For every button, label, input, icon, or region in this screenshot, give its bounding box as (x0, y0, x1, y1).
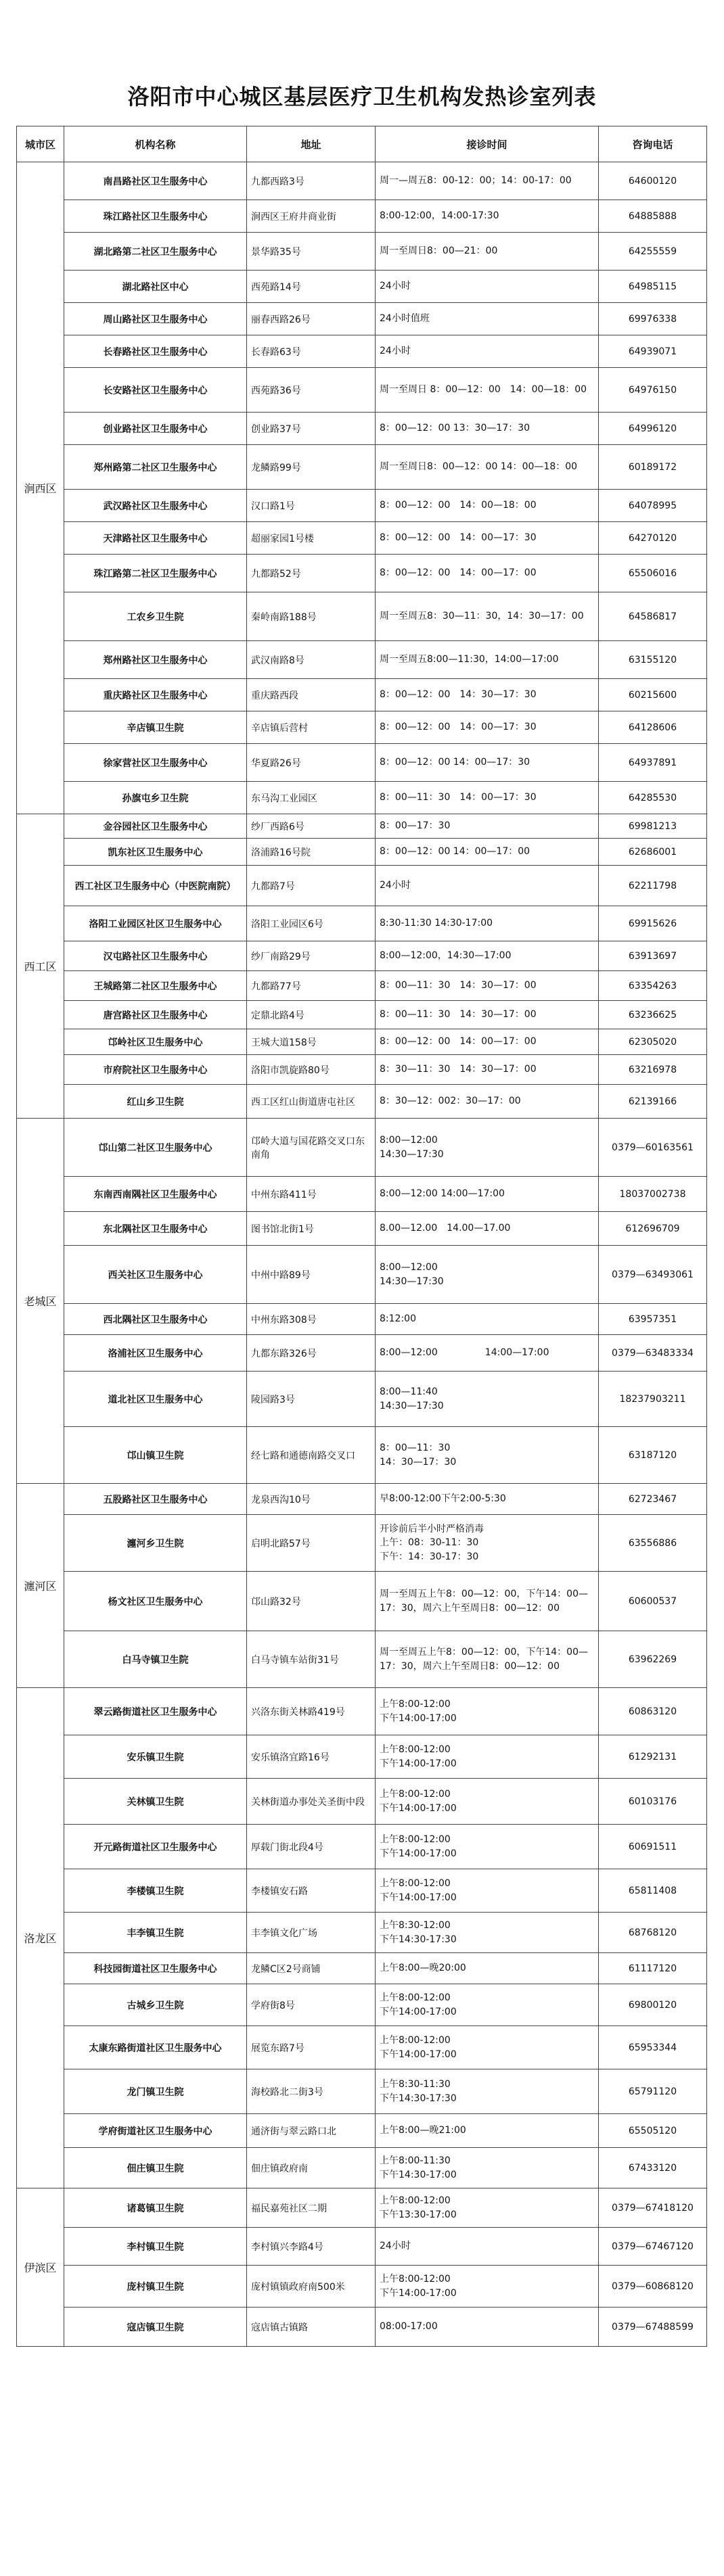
hours: 8：00—12：00 14：30—17：30 (376, 679, 599, 711)
phone: 0379—63483334 (599, 1335, 707, 1372)
phone: 63354263 (599, 971, 707, 1001)
institution-name: 五股路社区卫生服务中心 (64, 1484, 247, 1515)
address: 景华路35号 (247, 233, 376, 271)
hours: 上午8:00-11:30 下午14:30-17:00 (376, 2148, 599, 2188)
phone: 62686001 (599, 839, 707, 866)
phone: 67433120 (599, 2148, 707, 2188)
address: 华夏路26号 (247, 744, 376, 782)
address: 邙岭大道与国花路交叉口东南角 (247, 1119, 376, 1177)
header-name: 机构名称 (64, 126, 247, 162)
table-row (17, 971, 707, 1001)
table-row (17, 641, 707, 679)
hours: 8:00—11:40 14:30—17:30 (376, 1372, 599, 1427)
institution-name: 关林镇卫生院 (64, 1779, 247, 1825)
phone: 69976338 (599, 303, 707, 335)
hours: 8:12:00 (376, 1304, 599, 1335)
address: 龙泉西沟10号 (247, 1484, 376, 1515)
institution-name: 西北隅社区卫生服务中心 (64, 1304, 247, 1335)
hours: 8：00—11：30 14：00—17：30 (376, 782, 599, 814)
phone: 68768120 (599, 1913, 707, 1953)
hours: 8：00—11：30 14：30—17：00 (376, 971, 599, 1001)
table-row (17, 1953, 707, 1984)
hours: 上午8:00-12:00 下午14:00-17:00 (376, 1688, 599, 1735)
hours: 8：30—11：30 14：30—17：00 (376, 1055, 599, 1085)
district-cell: 老城区 (17, 1119, 64, 1484)
institution-name: 佃庄镇卫生院 (64, 2148, 247, 2188)
table-row (17, 782, 707, 814)
phone: 0379—67418120 (599, 2188, 707, 2228)
table-header-row (17, 126, 707, 162)
table-body (17, 162, 707, 2347)
table-row (17, 2069, 707, 2114)
institution-name: 辛店镇卫生院 (64, 711, 247, 744)
table-row (17, 1427, 707, 1484)
phone: 62723467 (599, 1484, 707, 1515)
hours: 上午8:00-12:00 下午14:00-17:00 (376, 1735, 599, 1779)
phone: 61292131 (599, 1735, 707, 1779)
address: 邙山路32号 (247, 1572, 376, 1631)
address: 展览东路7号 (247, 2026, 376, 2069)
address: 启明北路57号 (247, 1515, 376, 1572)
hours: 8:00-12:00，14:00-17:30 (376, 200, 599, 233)
address: 佃庄镇政府南 (247, 2148, 376, 2188)
address: 李村镇兴李路4号 (247, 2228, 376, 2266)
table-row (17, 522, 707, 555)
institution-name: 李楼镇卫生院 (64, 1869, 247, 1913)
hours: 24小时值班 (376, 303, 599, 335)
hours: 8:30-11:30 14:30-17:00 (376, 906, 599, 941)
table-row (17, 941, 707, 971)
institution-name: 周山路社区卫生服务中心 (64, 303, 247, 335)
institution-name: 凯东社区卫生服务中心 (64, 839, 247, 866)
address: 龙鳞C区2号商铺 (247, 1953, 376, 1984)
address: 白马寺镇车站街31号 (247, 1631, 376, 1688)
table-row (17, 1212, 707, 1246)
hours: 上午8:00-12:00 下午14:00-17:00 (376, 1825, 599, 1869)
phone: 60691511 (599, 1825, 707, 1869)
table-row (17, 555, 707, 592)
table-row (17, 1572, 707, 1631)
institution-name: 龙门镇卫生院 (64, 2069, 247, 2114)
address: 陵园路3号 (247, 1372, 376, 1427)
institution-name: 邙岭社区卫生服务中心 (64, 1029, 247, 1055)
table-row (17, 1372, 707, 1427)
institution-name: 郑州路社区卫生服务中心 (64, 641, 247, 679)
table-row (17, 814, 707, 839)
hours: 24小时 (376, 271, 599, 303)
hours: 8：00—12：00 14：00—17：30 (376, 744, 599, 782)
institution-name: 太康东路街道社区卫生服务中心 (64, 2026, 247, 2069)
address: 通济街与翠云路口北 (247, 2114, 376, 2148)
table-row (17, 490, 707, 522)
address: 九都路7号 (247, 866, 376, 906)
phone: 65791120 (599, 2069, 707, 2114)
header-phone: 咨询电话 (599, 126, 707, 162)
table-row (17, 1631, 707, 1688)
phone: 65506016 (599, 555, 707, 592)
phone: 69915626 (599, 906, 707, 941)
institution-name: 王城路第二社区卫生服务中心 (64, 971, 247, 1001)
address: 王城大道158号 (247, 1029, 376, 1055)
institution-name: 珠江路社区卫生服务中心 (64, 200, 247, 233)
address: 洛阳市凯旋路80号 (247, 1055, 376, 1085)
hours: 8：00—12：00 14：00—17：30 (376, 711, 599, 744)
hours: 8：00—12：00 14：00—17：00 (376, 839, 599, 866)
institution-name: 李村镇卫生院 (64, 2228, 247, 2266)
table-row (17, 1984, 707, 2026)
clinic-table (16, 126, 707, 2347)
phone: 63957351 (599, 1304, 707, 1335)
institution-name: 天津路社区卫生服务中心 (64, 522, 247, 555)
institution-name: 孙旗屯乡卫生院 (64, 782, 247, 814)
table-row (17, 233, 707, 271)
phone: 64985115 (599, 271, 707, 303)
institution-name: 邙山镇卫生院 (64, 1427, 247, 1484)
table-row (17, 1779, 707, 1825)
institution-name: 长安路社区卫生服务中心 (64, 368, 247, 413)
institution-name: 金谷园社区卫生服务中心 (64, 814, 247, 839)
hours: 24小时 (376, 866, 599, 906)
phone: 0379—60868120 (599, 2266, 707, 2308)
phone: 18237903211 (599, 1372, 707, 1427)
hours: 8：00—12：00 14：00—17：30 (376, 522, 599, 555)
phone: 64586817 (599, 592, 707, 641)
address: 九都西路3号 (247, 162, 376, 200)
table-row (17, 413, 707, 445)
hours: 8：00—11：30 14：30—17：00 (376, 1001, 599, 1029)
phone: 62211798 (599, 866, 707, 906)
table-row (17, 1001, 707, 1029)
hours: 8：00—12：00 14：00—17：00 (376, 555, 599, 592)
address: 洛浦路16号院 (247, 839, 376, 866)
hours: 8:00—12:00 14:00—17:00 (376, 1177, 599, 1212)
hours: 周一至周日8：00—12：00 14：00—18：00 (376, 445, 599, 490)
phone: 64600120 (599, 162, 707, 200)
institution-name: 丰李镇卫生院 (64, 1913, 247, 1953)
phone: 62305020 (599, 1029, 707, 1055)
phone: 60863120 (599, 1688, 707, 1735)
institution-name: 西工社区卫生服务中心（中医院南院） (64, 866, 247, 906)
institution-name: 工农乡卫生院 (64, 592, 247, 641)
phone: 64285530 (599, 782, 707, 814)
institution-name: 创业路社区卫生服务中心 (64, 413, 247, 445)
phone: 612696709 (599, 1212, 707, 1246)
institution-name: 庞村镇卫生院 (64, 2266, 247, 2308)
address: 丰李镇文化广场 (247, 1913, 376, 1953)
hours: 8：00—12：00 13：30—17：30 (376, 413, 599, 445)
address: 九都东路326号 (247, 1335, 376, 1372)
table-row (17, 1825, 707, 1869)
address: 海校路北二街3号 (247, 2069, 376, 2114)
institution-name: 安乐镇卫生院 (64, 1735, 247, 1779)
header-address: 地址 (247, 126, 376, 162)
table-row (17, 2114, 707, 2148)
hours: 周一至周日 8：00—12：00 14：00—18：00 (376, 368, 599, 413)
phone: 63236625 (599, 1001, 707, 1029)
table-row (17, 1913, 707, 1953)
address: 安乐镇洛宜路16号 (247, 1735, 376, 1779)
hours: 上午8:00-12:00 下午13:30-17:00 (376, 2188, 599, 2228)
institution-name: 徐家营社区卫生服务中心 (64, 744, 247, 782)
institution-name: 重庆路社区卫生服务中心 (64, 679, 247, 711)
hours: 8：00—17：30 (376, 814, 599, 839)
address: 图书馆北街1号 (247, 1212, 376, 1246)
header-district: 城市区 (17, 126, 64, 162)
table-row (17, 1246, 707, 1304)
table-row (17, 335, 707, 368)
address: 龙鳞路99号 (247, 445, 376, 490)
address: 庞村镇镇政府南500米 (247, 2266, 376, 2308)
address: 中州东路411号 (247, 1177, 376, 1212)
table-row (17, 866, 707, 906)
institution-name: 东北隅社区卫生服务中心 (64, 1212, 247, 1246)
phone: 0379—67467120 (599, 2228, 707, 2266)
phone: 64937891 (599, 744, 707, 782)
table-row (17, 445, 707, 490)
phone: 64939071 (599, 335, 707, 368)
phone: 64996120 (599, 413, 707, 445)
address: 东马沟工业园区 (247, 782, 376, 814)
district-cell: 西工区 (17, 814, 64, 1119)
hours: 上午8:00-12:00 下午14:00-17:00 (376, 1869, 599, 1913)
institution-name: 长春路社区卫生服务中心 (64, 335, 247, 368)
address: 秦岭南路188号 (247, 592, 376, 641)
hours: 上午8:30-12:00 下午14:30-17:30 (376, 1913, 599, 1953)
phone: 63155120 (599, 641, 707, 679)
table-row (17, 679, 707, 711)
address: 纱厂南路29号 (247, 941, 376, 971)
address: 关林街道办事处关圣街中段 (247, 1779, 376, 1825)
address: 洛阳工业园区6号 (247, 906, 376, 941)
phone: 63913697 (599, 941, 707, 971)
table-row (17, 1335, 707, 1372)
hours: 上午8:00—晚20:00 (376, 1953, 599, 1984)
table-row (17, 1085, 707, 1119)
hours: 24小时 (376, 335, 599, 368)
hours: 8.00—12.00 14.00—17.00 (376, 1212, 599, 1246)
phone: 60103176 (599, 1779, 707, 1825)
hours: 8:00—12:00 14:30—17:30 (376, 1119, 599, 1177)
address: 学府街8号 (247, 1984, 376, 2026)
phone: 62139166 (599, 1085, 707, 1119)
institution-name: 东南西南隅社区卫生服务中心 (64, 1177, 247, 1212)
hours: 8：30—12：002：30—17：00 (376, 1085, 599, 1119)
institution-name: 汉屯路社区卫生服务中心 (64, 941, 247, 971)
table-row (17, 744, 707, 782)
institution-name: 郑州路第二社区卫生服务中心 (64, 445, 247, 490)
phone: 65811408 (599, 1869, 707, 1913)
table-row (17, 303, 707, 335)
phone: 61117120 (599, 1953, 707, 1984)
institution-name: 寇店镇卫生院 (64, 2308, 247, 2347)
institution-name: 市府院社区卫生服务中心 (64, 1055, 247, 1085)
institution-name: 瀍河乡卫生院 (64, 1515, 247, 1572)
institution-name: 杨文社区卫生服务中心 (64, 1572, 247, 1631)
hours: 周一至周日8：00—21：00 (376, 233, 599, 271)
table-row (17, 2266, 707, 2308)
table-row (17, 368, 707, 413)
hours: 上午8:00—晚21:00 (376, 2114, 599, 2148)
institution-name: 湖北路社区中心 (64, 271, 247, 303)
institution-name: 珠江路第二社区卫生服务中心 (64, 555, 247, 592)
phone: 63962269 (599, 1631, 707, 1688)
table-row (17, 200, 707, 233)
page-title: 洛阳市中心城区基层医疗卫生机构发热诊室列表 (127, 84, 597, 110)
table-row (17, 1484, 707, 1515)
phone: 65505120 (599, 2114, 707, 2148)
table-row (17, 711, 707, 744)
institution-name: 道北社区卫生服务中心 (64, 1372, 247, 1427)
institution-name: 开元路街道社区卫生服务中心 (64, 1825, 247, 1869)
district-cell: 瀍河区 (17, 1484, 64, 1688)
phone: 0379—60163561 (599, 1119, 707, 1177)
address: 中州中路89号 (247, 1246, 376, 1304)
hours: 周一—周五8：00-12：00；14：00-17：00 (376, 162, 599, 200)
phone: 63216978 (599, 1055, 707, 1085)
institution-name: 唐宫路社区卫生服务中心 (64, 1001, 247, 1029)
address: 西苑路14号 (247, 271, 376, 303)
table-row (17, 2228, 707, 2266)
institution-name: 西关社区卫生服务中心 (64, 1246, 247, 1304)
address: 经七路和通德南路交叉口 (247, 1427, 376, 1484)
phone: 64128606 (599, 711, 707, 744)
address: 福民嘉苑社区二期 (247, 2188, 376, 2228)
address: 涧西区王府井商业街 (247, 200, 376, 233)
address: 西工区红山街道唐屯社区 (247, 1085, 376, 1119)
hours: 8:00—12:00 14:00—17:00 (376, 1335, 599, 1372)
hours: 上午8:00-12:00 下午14:00-17:00 (376, 1984, 599, 2026)
address: 定鼎北路4号 (247, 1001, 376, 1029)
institution-name: 南昌路社区卫生服务中心 (64, 162, 247, 200)
institution-name: 洛阳工业园区社区卫生服务中心 (64, 906, 247, 941)
hours: 开诊前后半小时严格消毒 上午：08：30-11：30 下午：14：30-17：30 (376, 1515, 599, 1572)
hours: 周一至周五8:00—11:30，14:00—17:00 (376, 641, 599, 679)
institution-name: 邙山第二社区卫生服务中心 (64, 1119, 247, 1177)
institution-name: 诸葛镇卫生院 (64, 2188, 247, 2228)
table-row (17, 839, 707, 866)
table-row (17, 1688, 707, 1735)
hours: 周一至周五8：30—11：30，14：30—17：00 (376, 592, 599, 641)
phone: 69981213 (599, 814, 707, 839)
table-row (17, 1304, 707, 1335)
hours: 上午8:00-12:00 下午14:00-17:00 (376, 1779, 599, 1825)
hours: 8：00—11：30 14：30—17：30 (376, 1427, 599, 1484)
address: 长春路63号 (247, 335, 376, 368)
address: 中州东路308号 (247, 1304, 376, 1335)
table-row (17, 2026, 707, 2069)
address: 九都路52号 (247, 555, 376, 592)
phone: 64270120 (599, 522, 707, 555)
table-row (17, 271, 707, 303)
table-row (17, 2148, 707, 2188)
institution-name: 古城乡卫生院 (64, 1984, 247, 2026)
table-row (17, 1029, 707, 1055)
phone: 65953344 (599, 2026, 707, 2069)
district-cell: 洛龙区 (17, 1688, 64, 2188)
phone: 63187120 (599, 1427, 707, 1484)
table-row (17, 162, 707, 200)
phone: 64255559 (599, 233, 707, 271)
institution-name: 洛浦社区卫生服务中心 (64, 1335, 247, 1372)
address: 寇店镇古镇路 (247, 2308, 376, 2347)
address: 李楼镇安石路 (247, 1869, 376, 1913)
address: 厚载门街北段4号 (247, 1825, 376, 1869)
hours: 上午8:30-11:30 下午14:30-17:30 (376, 2069, 599, 2114)
phone: 69800120 (599, 1984, 707, 2026)
district-cell: 伊滨区 (17, 2188, 64, 2347)
address: 汉口路1号 (247, 490, 376, 522)
institution-name: 红山乡卫生院 (64, 1085, 247, 1119)
hours: 8：00—12：00 14：00—17：00 (376, 1029, 599, 1055)
phone: 63556886 (599, 1515, 707, 1572)
address: 创业路37号 (247, 413, 376, 445)
phone: 60215600 (599, 679, 707, 711)
address: 辛店镇后营村 (247, 711, 376, 744)
table-row (17, 1869, 707, 1913)
institution-name: 湖北路第二社区卫生服务中心 (64, 233, 247, 271)
hours: 24小时 (376, 2228, 599, 2266)
hours: 早8:00-12:00下午2:00-5:30 (376, 1484, 599, 1515)
address: 超丽家园1号楼 (247, 522, 376, 555)
table-row (17, 2308, 707, 2347)
address: 重庆路西段 (247, 679, 376, 711)
hours: 周一至周五上午8：00—12：00，下午14：00—17：30，周六上午至周日8：00—12：00 (376, 1572, 599, 1631)
address: 九都路77号 (247, 971, 376, 1001)
institution-name: 翠云路街道社区卫生服务中心 (64, 1688, 247, 1735)
hours: 周一至周五上午8：00—12：00，下午14：00—17：30，周六上午至周日8：00—12：00 (376, 1631, 599, 1688)
phone: 18037002738 (599, 1177, 707, 1212)
phone: 64885888 (599, 200, 707, 233)
phone: 0379—63493061 (599, 1246, 707, 1304)
hours: 8:00—12:00 14:30—17:30 (376, 1246, 599, 1304)
hours: 8:00—12:00，14:30—17:00 (376, 941, 599, 971)
table-row (17, 1177, 707, 1212)
table-row (17, 1055, 707, 1085)
header-hours: 接诊时间 (376, 126, 599, 162)
phone: 0379—67488599 (599, 2308, 707, 2347)
hours: 08:00-17:00 (376, 2308, 599, 2347)
address: 兴洛东街关林路419号 (247, 1688, 376, 1735)
table-row (17, 592, 707, 641)
institution-name: 白马寺镇卫生院 (64, 1631, 247, 1688)
phone: 60600537 (599, 1572, 707, 1631)
institution-name: 学府街道社区卫生服务中心 (64, 2114, 247, 2148)
hours: 8：00—12：00 14：00—18：00 (376, 490, 599, 522)
phone: 64976150 (599, 368, 707, 413)
table-row (17, 2188, 707, 2228)
table-row (17, 1119, 707, 1177)
institution-name: 武汉路社区卫生服务中心 (64, 490, 247, 522)
address: 纱厂西路6号 (247, 814, 376, 839)
table-row (17, 1735, 707, 1779)
table-row (17, 906, 707, 941)
institution-name: 科技园街道社区卫生服务中心 (64, 1953, 247, 1984)
address: 武汉南路8号 (247, 641, 376, 679)
phone: 60189172 (599, 445, 707, 490)
phone: 64078995 (599, 490, 707, 522)
hours: 上午8:00-12:00 下午14:00-17:00 (376, 2266, 599, 2308)
table-row (17, 1515, 707, 1572)
address: 丽春西路26号 (247, 303, 376, 335)
district-cell: 涧西区 (17, 162, 64, 814)
hours: 上午8:00-12:00 下午14:00-17:00 (376, 2026, 599, 2069)
address: 西苑路36号 (247, 368, 376, 413)
